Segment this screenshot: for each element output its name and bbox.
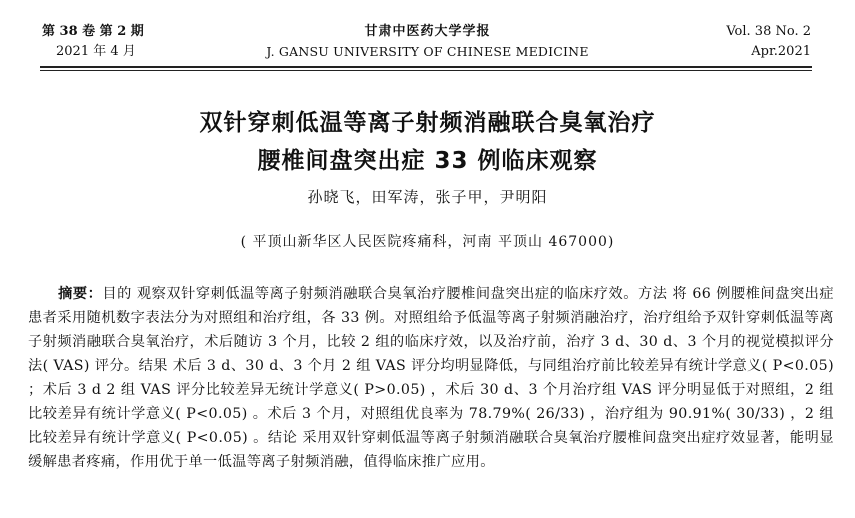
abstract-text: 目的 观察双针穿刺低温等离子射频消融联合臭氧治疗腰椎间盘突出症的临床疗效。方法 将 66 例腰椎间盘突出症患者采用随机数字表法分为对照组和治疗组，各 33 例。对照组给予低温等离子射频消融治疗，治疗组给予双针穿刺低温等离子射频消融联合臭氧治疗，术后随访 3 个月，比较 2 组的临床疗效，以及治疗前，治疗 3 d、30 d、3 个月的视觉模拟评分法( VAS) 评分。结果 术后 3 d、30 d、3 个月 2 组 VAS 评分均明显降低，与同组治疗前比较差异有统计学意义( P<0.05) ；术后 3 d 2 组 VAS 评分比较差异无统计学意义( P>0.05) ，术后 30 d、3 个月治疗组 VAS 评分明显低于对照组，2 组比较差异有统计学意义( P<0.05) 。术后 3 个月，对照组优良率为 78.79%( 26/33) ，治疗组为 90.91%( 30/33) ，2 组比较差异有统计学意义( P<0.05) 。结论 采用双针穿刺低温等离子射频消融联合臭氧治疗腰椎间盘突出症疗效显著，能明显缓解患者疼痛，作用优于单一低温等离子射频消融，值得临床推广应用。 (28, 286, 835, 470)
header-rule-thin (40, 70, 812, 71)
paper-affiliation: ( 平顶山新华区人民医院疼痛科，河南 平顶山 467000) (240, 234, 615, 250)
header-right (726, 22, 811, 62)
volume-issue-en: Vol. 38 No. 2 (726, 24, 811, 39)
journal-header (0, 0, 855, 70)
paper-authors: 孙晓飞，田军涛，张子甲，尹明阳 (307, 188, 548, 206)
date-cn: 2021 年 4 月 (56, 44, 136, 59)
abstract (28, 282, 834, 474)
date-en: Apr.2021 (751, 44, 811, 59)
paper-title-line-1: 双针穿刺低温等离子射频消融联合臭氧治疗 (199, 110, 656, 136)
volume-issue-cn: 第 38 卷 第 2 期 (42, 24, 144, 39)
journal-name-cn: 甘肃中医药大学学报 (364, 24, 491, 39)
header-rule-thick (40, 66, 812, 68)
paper-title-line-2: 腰椎间盘突出症 33 例临床观察 (257, 148, 598, 174)
journal-name-en: J. GANSU UNIVERSITY OF CHINESE MEDICINE (266, 44, 589, 59)
abstract-label: 摘要： (58, 286, 103, 302)
